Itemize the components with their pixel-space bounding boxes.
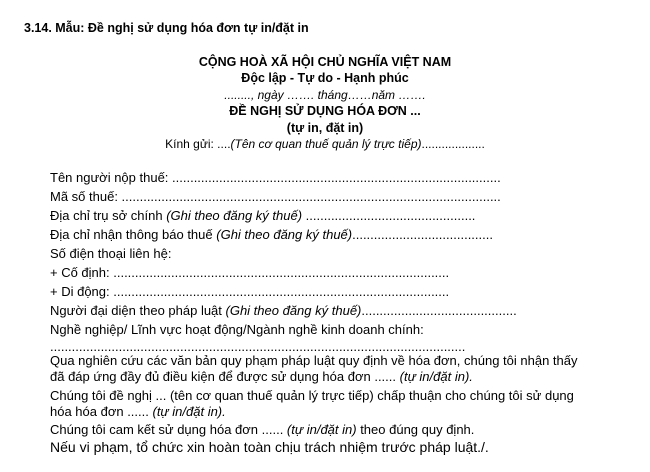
request-text: hóa hóa đơn ...... <box>50 404 153 419</box>
legal-rep-dots: ........................................... <box>361 303 517 318</box>
paragraph-conditions-line2 <box>50 369 473 385</box>
notice-address-dots: ....................................... <box>352 227 493 242</box>
mobile-field: + Di động: ............................................................................................. <box>50 284 450 299</box>
hq-address-label: Địa chỉ trụ sở chính <box>50 208 167 223</box>
legal-rep-field <box>50 303 517 319</box>
landline-field: + Cố định: ............................................................................................. <box>50 265 450 280</box>
country-name: CỘNG HOÀ XÃ HỘI CHỦ NGHĨA VIỆT NAM <box>198 55 452 69</box>
commitment-hint: (tự in/đặt in) <box>286 422 357 437</box>
date-line: ........, ngày ……. tháng……năm ……. <box>224 88 426 102</box>
notice-address-label: Địa chỉ nhận thông báo thuế <box>50 227 217 242</box>
commitment-text: Chúng tôi cam kết sử dụng hóa đơn ...... <box>50 422 287 437</box>
occupation-dots: ................................................................................................................... <box>50 339 466 354</box>
legal-rep-hint: (Ghi theo đăng ký thuế) <box>225 303 362 318</box>
phone-label: Số điện thoại liên hệ: <box>50 246 172 261</box>
paragraph-conditions-line1: Qua nghiên cứu các văn bản quy phạm pháp luật quy định về hóa đơn, chúng tôi nhận thấy <box>50 353 578 368</box>
recipient-dots: ................... <box>421 137 485 151</box>
recipient-hint: (Tên cơ quan thuế quản lý trực tiếp) <box>230 137 422 151</box>
legal-rep-label: Người đại diện theo pháp luật <box>50 303 226 318</box>
national-motto: Độc lập - Tự do - Hạnh phúc <box>241 71 409 85</box>
taxpayer-name-field: Tên người nộp thuế: ........................................................................................... <box>50 170 501 185</box>
paragraph-request-line2 <box>50 404 226 420</box>
hq-address-hint: (Ghi theo đăng ký thuế) <box>166 208 303 223</box>
notice-address-hint: (Ghi theo đăng ký thuế) <box>216 227 353 242</box>
conditions-hint: (tự in/đặt in). <box>399 369 473 384</box>
document-title: ĐỀ NGHỊ SỬ DỤNG HÓA ĐƠN ... <box>229 104 421 118</box>
tax-code-field: Mã số thuế: ......................................................................................................... <box>50 189 501 204</box>
occupation-field: Nghề nghiệp/ Lĩnh vực hoạt động/Ngành nghề kinh doanh chính: <box>50 322 424 337</box>
paragraph-request-line1: Chúng tôi đề nghị ... (tên cơ quan thuế quản lý trực tiếp) chấp thuận cho chúng tôi sử dụng <box>50 388 574 403</box>
section-title: 3.14. Mẫu: Đề nghị sử dụng hóa đơn tự in/đặt in <box>24 21 309 35</box>
notice-address-field <box>50 227 493 243</box>
recipient-line <box>0 137 650 151</box>
hq-address-dots: ............................................... <box>302 208 476 223</box>
recipient-label: Kính gửi: .... <box>165 137 231 151</box>
conditions-text: đã đáp ứng đầy đủ điều kiện để được sử dụng hóa đơn ...... <box>50 369 400 384</box>
commitment-end: theo đúng quy định. <box>356 422 475 437</box>
request-hint: (tự in/đặt in). <box>152 404 226 419</box>
paragraph-liability: Nếu vi phạm, tổ chức xin hoàn toàn chịu trách nhiệm trước pháp luật./. <box>50 439 489 455</box>
hq-address-field <box>50 208 475 224</box>
document-subtitle: (tự in, đặt in) <box>286 121 364 135</box>
paragraph-commitment <box>50 422 474 438</box>
